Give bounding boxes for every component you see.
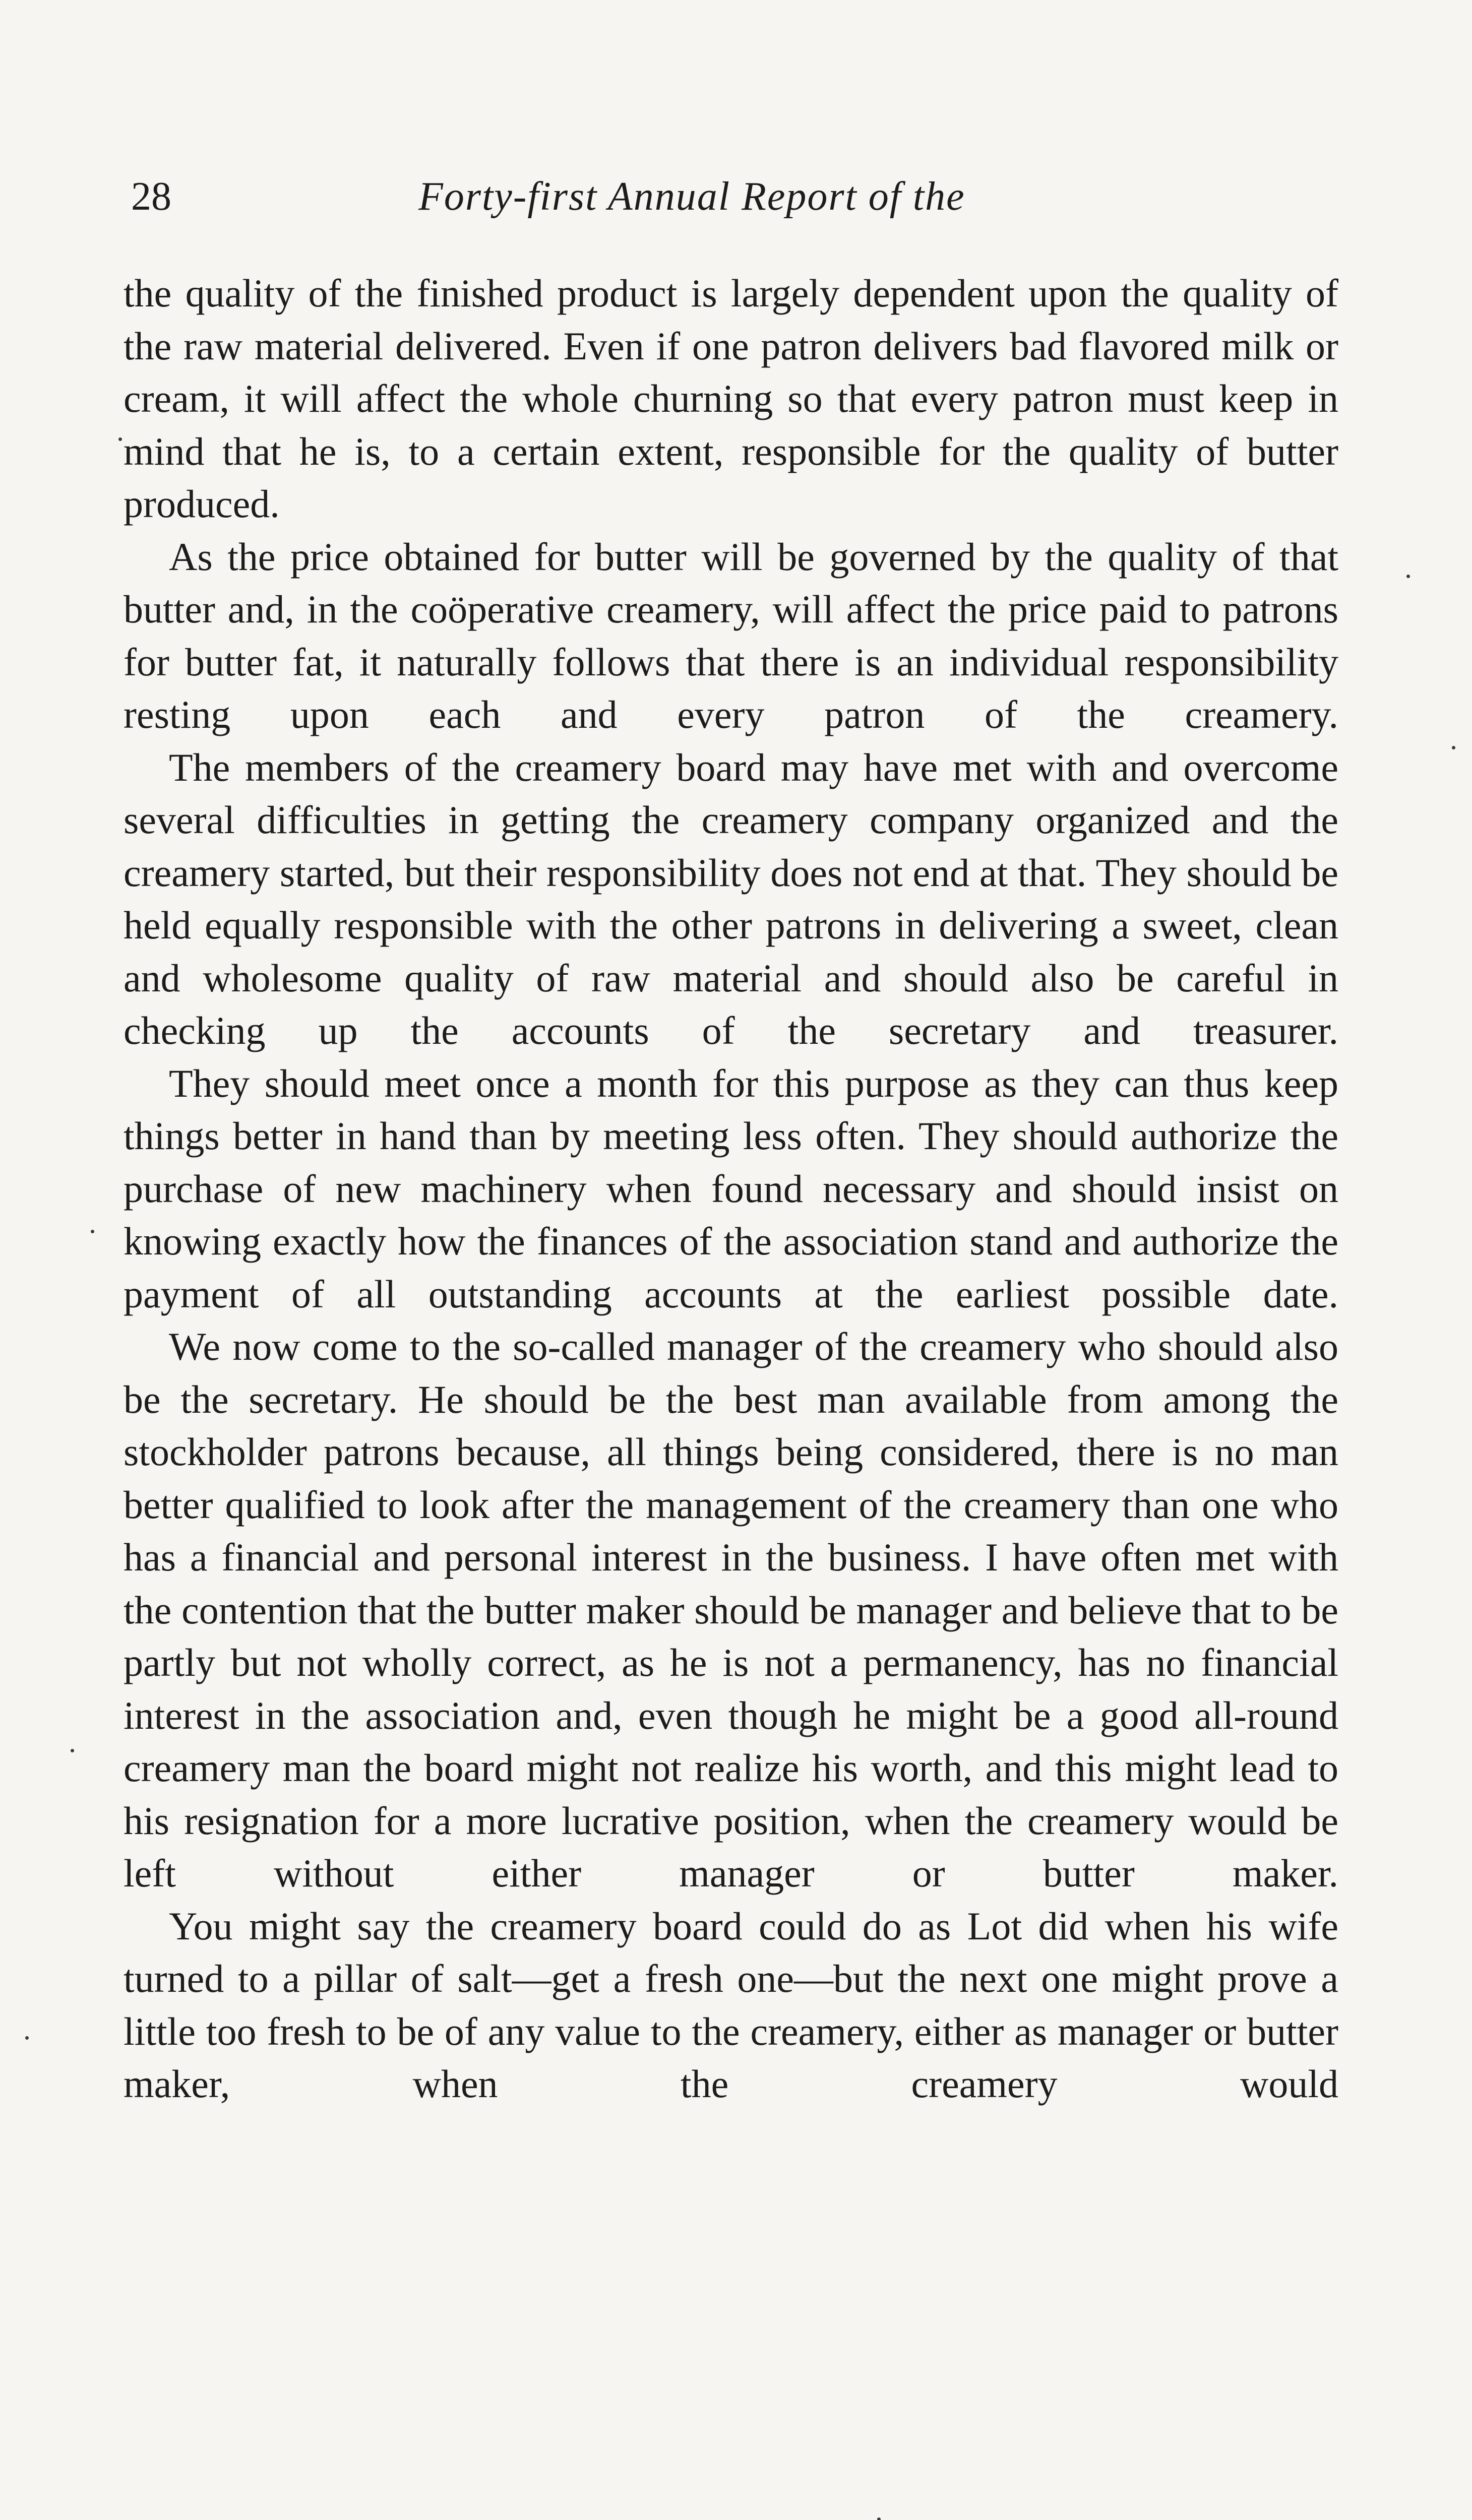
- scan-speck: [118, 437, 122, 441]
- scan-speck: [91, 1230, 94, 1233]
- page-number: 28: [131, 174, 171, 219]
- running-head: [131, 166, 1341, 227]
- paragraph-creamery-board: The members of the creamery board may have met with and overcome several difficulties in getting the creamery company organized and the creamery started, but their responsibility does not end at that. They should be held equally responsible with the other patrons in delivering a sweet, clean and wholesome quality of raw material and should also be careful in checking up the accounts of the secretary and treasurer.: [124, 745, 1338, 1052]
- paragraph-price-of-butter: As the price obtained for butter will be governed by the quality of that butter and, in the coöperative creamery, will affect the price paid to patrons for butter fat, it naturally follows that there is an individual responsibility resting upon each and every patron of the creamery.: [124, 534, 1338, 736]
- scan-speck: [25, 2036, 29, 2040]
- paragraph-manager: We now come to the so-called manager of the creamery who should also be the secretary. He should be the best man available from among the stockholder patrons because, all things being considered, there is no man better qualified to look after the management of the creamery than one who has a financial and personal interest in the business. I have often met with the contention that the butter maker should be manager and believe that to be partly but not wholly correct, as he is not a permanency, has no financial interest in the association and, even though he might be a good all-round creamery man the board might not realize his worth, and this might lead to his resignation for a more lucrative position, when the creamery would be left without either manager or butter maker.: [124, 1325, 1338, 1895]
- paragraph-continued: the quality of the finished product is largely dependent upon the quality of the raw material delivered. Even if one patron delivers bad flavored milk or cream, it will affect the whole churning so that every patron must keep in mind that he is, to a certain extent, responsible for the quality of butter produced.: [124, 271, 1338, 526]
- scan-speck: [1406, 575, 1410, 578]
- paragraph-lot-analogy: You might say the creamery board could do as Lot did when his wife turned to a pillar of salt—get a fresh one—but the next one might prove a little too fresh to be of any value to the creamery, either as manager or butter maker, when the creamery would: [124, 1904, 1338, 2106]
- scan-speck: [877, 2517, 881, 2520]
- scan-speck: [71, 1749, 74, 1752]
- paragraph-monthly-meetings: They should meet once a month for this purpose as they can thus keep things better in hand than by meeting less often. They should authorize the purchase of new machinery when found necessary and should insist on knowing exactly how the finances of the association stand and authorize the payment of all outstanding accounts at the earliest possible date.: [124, 1061, 1338, 1316]
- scan-speck: [1452, 746, 1455, 749]
- body-text: [124, 267, 1338, 2111]
- running-title: Forty-first Annual Report of the: [418, 174, 965, 219]
